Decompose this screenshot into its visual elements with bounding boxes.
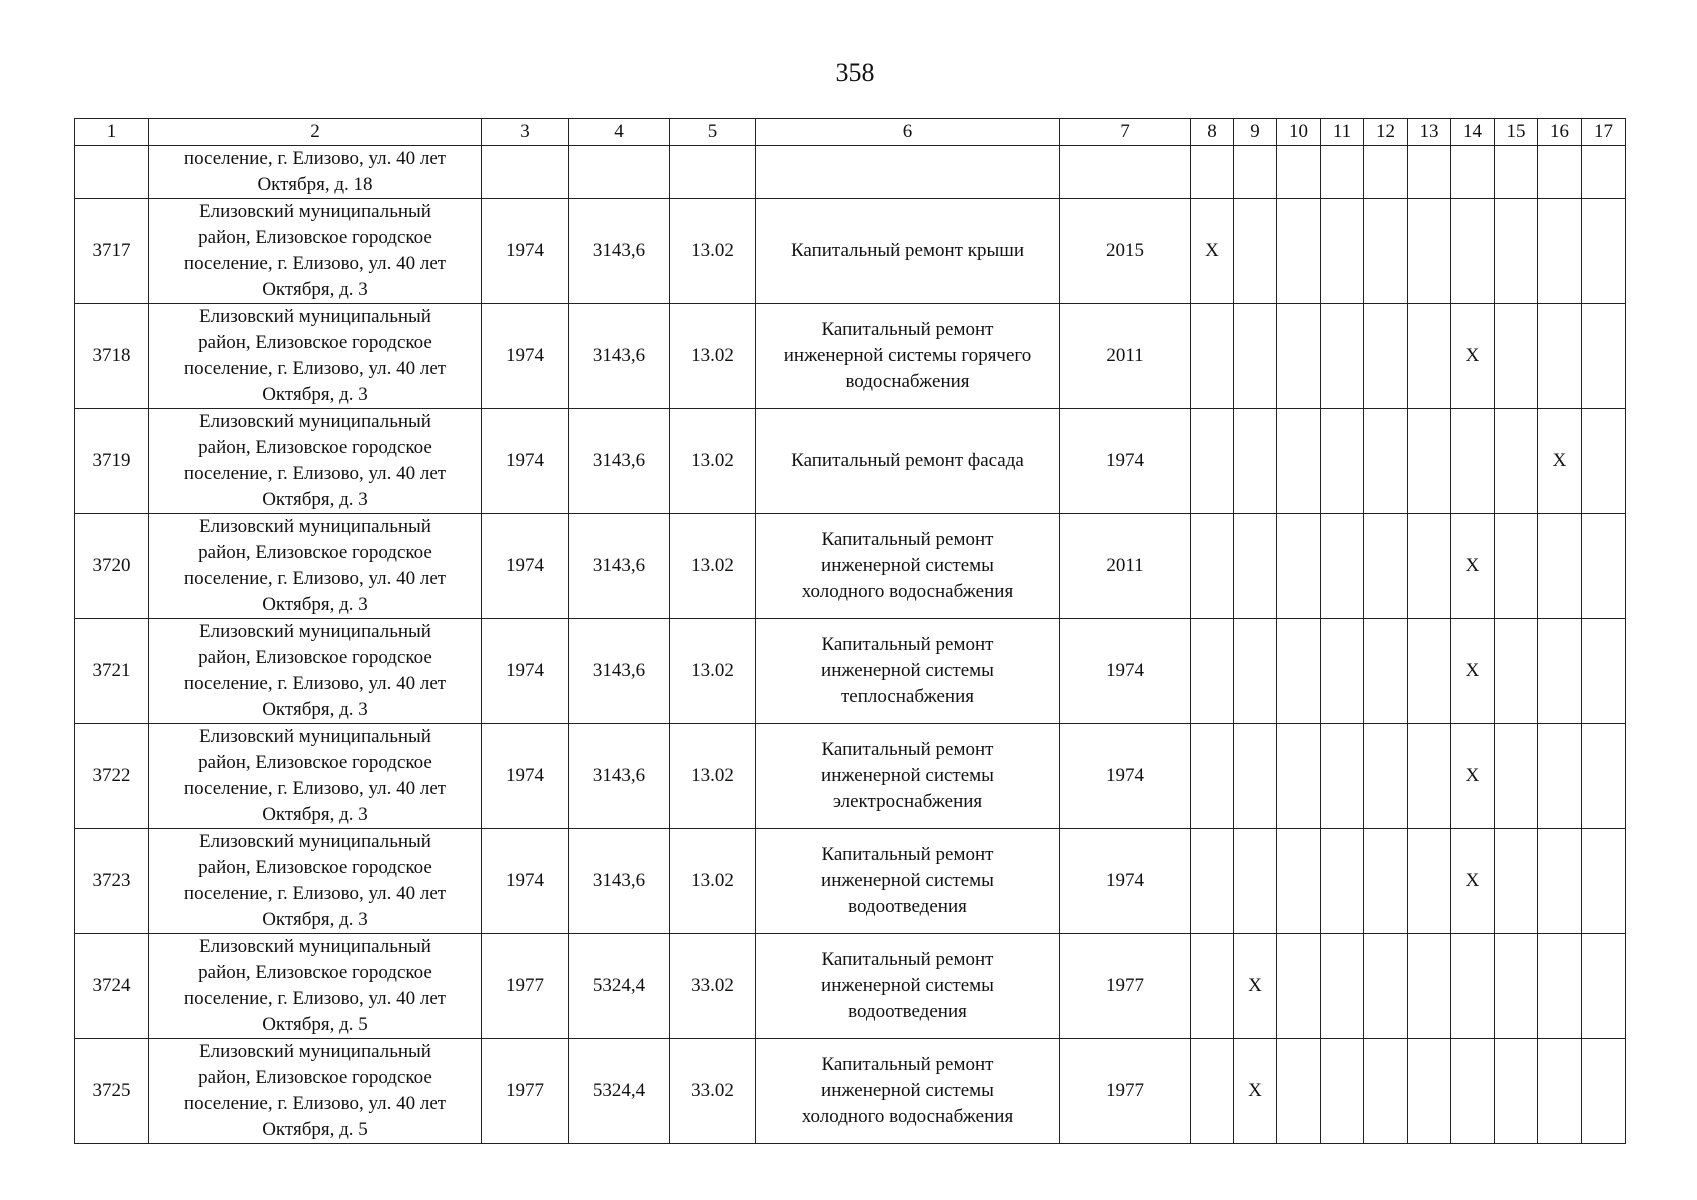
period-cell bbox=[1364, 409, 1408, 514]
cell-area: 5324,4 bbox=[569, 934, 670, 1039]
cell-empty bbox=[1364, 146, 1408, 199]
cell-year: 1974 bbox=[482, 409, 569, 514]
column-header: 13 bbox=[1408, 119, 1451, 146]
cell-empty bbox=[1234, 146, 1277, 199]
work-type-line: инженерной системы bbox=[821, 660, 994, 681]
cell-area: 3143,6 bbox=[569, 409, 670, 514]
mark-cell: Х bbox=[1451, 304, 1495, 409]
period-cell bbox=[1277, 409, 1321, 514]
cell-work-type bbox=[756, 514, 1060, 619]
period-cell bbox=[1321, 304, 1364, 409]
period-cell bbox=[1364, 934, 1408, 1039]
column-header: 15 bbox=[1495, 119, 1538, 146]
address-line: поселение, г. Елизово, ул. 40 лет bbox=[183, 358, 447, 379]
address-line: Елизовский муниципальный bbox=[199, 201, 431, 222]
column-header: 6 bbox=[756, 119, 1060, 146]
mark-cell: Х bbox=[1451, 514, 1495, 619]
period-cell bbox=[1582, 724, 1626, 829]
cell-empty bbox=[1582, 146, 1626, 199]
period-cell bbox=[1451, 199, 1495, 304]
table-row bbox=[75, 199, 1626, 304]
address-line: Елизовский муниципальный bbox=[199, 831, 431, 852]
cell-empty bbox=[482, 146, 569, 199]
table-row bbox=[75, 934, 1626, 1039]
cell-address bbox=[149, 146, 482, 199]
cell-code: 33.02 bbox=[670, 1039, 756, 1144]
cell-code: 13.02 bbox=[670, 724, 756, 829]
work-type-line: Капитальный ремонт bbox=[821, 844, 994, 865]
period-cell bbox=[1364, 619, 1408, 724]
period-cell bbox=[1408, 304, 1451, 409]
period-cell bbox=[1234, 199, 1277, 304]
cell-work-year: 2011 bbox=[1060, 514, 1191, 619]
period-cell bbox=[1234, 514, 1277, 619]
cell-year: 1974 bbox=[482, 619, 569, 724]
period-cell bbox=[1191, 934, 1234, 1039]
address-line: район, Елизовское городское bbox=[198, 1067, 432, 1088]
cell-id bbox=[75, 146, 149, 199]
address-line: Октября, д. 3 bbox=[262, 909, 368, 930]
address-line: район, Елизовское городское bbox=[198, 437, 432, 458]
cell-area: 3143,6 bbox=[569, 199, 670, 304]
mark-cell: Х bbox=[1451, 724, 1495, 829]
address-line: поселение, г. Елизово, ул. 40 лет bbox=[183, 463, 447, 484]
cell-code: 13.02 bbox=[670, 829, 756, 934]
work-type-line: водоотведения bbox=[848, 1001, 967, 1022]
period-cell bbox=[1321, 724, 1364, 829]
address-line: Октября, д. 5 bbox=[262, 1119, 368, 1140]
period-cell bbox=[1408, 409, 1451, 514]
cell-area: 3143,6 bbox=[569, 724, 670, 829]
cell-id: 3719 bbox=[75, 409, 149, 514]
cell-work-type bbox=[756, 1039, 1060, 1144]
column-header: 2 bbox=[149, 119, 482, 146]
period-cell bbox=[1321, 829, 1364, 934]
cell-work-type bbox=[756, 199, 1060, 304]
period-cell bbox=[1277, 619, 1321, 724]
column-header: 1 bbox=[75, 119, 149, 146]
cell-work-type bbox=[756, 304, 1060, 409]
cell-work-year: 1974 bbox=[1060, 409, 1191, 514]
address-line: Елизовский муниципальный bbox=[199, 726, 431, 747]
cell-year: 1977 bbox=[482, 934, 569, 1039]
continuation-row bbox=[75, 146, 1626, 199]
period-cell bbox=[1538, 724, 1582, 829]
work-type-line: Капитальный ремонт bbox=[821, 319, 994, 340]
period-cell bbox=[1234, 724, 1277, 829]
table-row bbox=[75, 1039, 1626, 1144]
period-cell bbox=[1277, 199, 1321, 304]
cell-code: 33.02 bbox=[670, 934, 756, 1039]
column-header: 3 bbox=[482, 119, 569, 146]
period-cell bbox=[1191, 724, 1234, 829]
cell-area: 3143,6 bbox=[569, 304, 670, 409]
cell-address bbox=[149, 514, 482, 619]
period-cell bbox=[1538, 304, 1582, 409]
cell-work-type bbox=[756, 409, 1060, 514]
mark-cell: Х bbox=[1538, 409, 1582, 514]
cell-empty bbox=[1538, 146, 1582, 199]
work-type-line: холодного водоснабжения bbox=[801, 1106, 1014, 1127]
cell-code: 13.02 bbox=[670, 199, 756, 304]
period-cell bbox=[1191, 1039, 1234, 1144]
address-line: поселение, г. Елизово, ул. 40 лет bbox=[183, 778, 447, 799]
address-line: район, Елизовское городское bbox=[198, 332, 432, 353]
cell-id: 3720 bbox=[75, 514, 149, 619]
period-cell bbox=[1495, 1039, 1538, 1144]
table-body bbox=[75, 146, 1626, 1144]
period-cell bbox=[1451, 409, 1495, 514]
column-header: 12 bbox=[1364, 119, 1408, 146]
period-cell bbox=[1495, 304, 1538, 409]
cell-address bbox=[149, 724, 482, 829]
address-line: Октября, д. 18 bbox=[257, 174, 373, 195]
address-line: Елизовский муниципальный bbox=[199, 411, 431, 432]
work-type-line: инженерной системы bbox=[821, 870, 994, 891]
cell-address bbox=[149, 304, 482, 409]
period-cell bbox=[1538, 199, 1582, 304]
page-number: 358 bbox=[835, 58, 875, 87]
period-cell bbox=[1451, 934, 1495, 1039]
cell-work-year: 1974 bbox=[1060, 724, 1191, 829]
capital-repair-table bbox=[74, 118, 1626, 1144]
address-line: Октября, д. 3 bbox=[262, 279, 368, 300]
cell-year: 1974 bbox=[482, 829, 569, 934]
mark-cell: Х bbox=[1234, 1039, 1277, 1144]
work-type-line: Капитальный ремонт bbox=[821, 1054, 994, 1075]
address-line: поселение, г. Елизово, ул. 40 лет bbox=[183, 148, 447, 169]
period-cell bbox=[1234, 409, 1277, 514]
period-cell bbox=[1234, 304, 1277, 409]
address-line: Елизовский муниципальный bbox=[199, 1041, 431, 1062]
cell-empty bbox=[569, 146, 670, 199]
period-cell bbox=[1451, 1039, 1495, 1144]
period-cell bbox=[1364, 304, 1408, 409]
period-cell bbox=[1582, 409, 1626, 514]
cell-work-year: 2015 bbox=[1060, 199, 1191, 304]
address-line: район, Елизовское городское bbox=[198, 857, 432, 878]
cell-address bbox=[149, 199, 482, 304]
period-cell bbox=[1234, 619, 1277, 724]
period-cell bbox=[1408, 829, 1451, 934]
period-cell bbox=[1582, 514, 1626, 619]
work-type-line: электроснабжения bbox=[832, 791, 983, 812]
column-header: 9 bbox=[1234, 119, 1277, 146]
period-cell bbox=[1408, 619, 1451, 724]
work-type-line: водоснабжения bbox=[845, 371, 970, 392]
cell-id: 3717 bbox=[75, 199, 149, 304]
period-cell bbox=[1495, 724, 1538, 829]
period-cell bbox=[1277, 304, 1321, 409]
period-cell bbox=[1495, 199, 1538, 304]
work-type-line: инженерной системы bbox=[821, 1080, 994, 1101]
cell-code: 13.02 bbox=[670, 514, 756, 619]
cell-area: 3143,6 bbox=[569, 619, 670, 724]
work-type-line: Капитальный ремонт крыши bbox=[790, 240, 1025, 261]
cell-empty bbox=[1451, 146, 1495, 199]
period-cell bbox=[1495, 934, 1538, 1039]
cell-area: 3143,6 bbox=[569, 829, 670, 934]
address-line: поселение, г. Елизово, ул. 40 лет bbox=[183, 253, 447, 274]
period-cell bbox=[1582, 934, 1626, 1039]
table-row bbox=[75, 409, 1626, 514]
cell-work-year: 1974 bbox=[1060, 619, 1191, 724]
mark-cell: Х bbox=[1234, 934, 1277, 1039]
period-cell bbox=[1191, 409, 1234, 514]
address-line: Октября, д. 3 bbox=[262, 594, 368, 615]
cell-empty bbox=[756, 146, 1060, 199]
address-line: поселение, г. Елизово, ул. 40 лет bbox=[183, 1093, 447, 1114]
address-line: поселение, г. Елизово, ул. 40 лет bbox=[183, 568, 447, 589]
cell-code: 13.02 bbox=[670, 304, 756, 409]
period-cell bbox=[1364, 199, 1408, 304]
address-line: поселение, г. Елизово, ул. 40 лет bbox=[183, 988, 447, 1009]
column-header: 5 bbox=[670, 119, 756, 146]
column-header: 8 bbox=[1191, 119, 1234, 146]
work-type-line: инженерной системы bbox=[821, 765, 994, 786]
address-line: район, Елизовское городское bbox=[198, 647, 432, 668]
column-header: 11 bbox=[1321, 119, 1364, 146]
period-cell bbox=[1277, 724, 1321, 829]
mark-cell: Х bbox=[1451, 619, 1495, 724]
column-header: 14 bbox=[1451, 119, 1495, 146]
column-header: 4 bbox=[569, 119, 670, 146]
cell-empty bbox=[1277, 146, 1321, 199]
cell-empty bbox=[1321, 146, 1364, 199]
column-number-header-row bbox=[75, 119, 1626, 146]
cell-id: 3721 bbox=[75, 619, 149, 724]
work-type-line: холодного водоснабжения bbox=[801, 581, 1014, 602]
work-type-line: инженерной системы bbox=[821, 555, 994, 576]
cell-year: 1974 bbox=[482, 304, 569, 409]
period-cell bbox=[1277, 829, 1321, 934]
period-cell bbox=[1321, 619, 1364, 724]
work-type-line: Капитальный ремонт фасада bbox=[791, 450, 1024, 471]
address-line: Елизовский муниципальный bbox=[199, 306, 431, 327]
period-cell bbox=[1408, 1039, 1451, 1144]
work-type-line: теплоснабжения bbox=[841, 686, 974, 707]
period-cell bbox=[1364, 514, 1408, 619]
period-cell bbox=[1408, 724, 1451, 829]
period-cell bbox=[1495, 409, 1538, 514]
address-line: Октября, д. 3 bbox=[262, 804, 368, 825]
table-row bbox=[75, 304, 1626, 409]
address-line: Октября, д. 3 bbox=[262, 489, 368, 510]
address-line: район, Елизовское городское bbox=[198, 542, 432, 563]
period-cell bbox=[1234, 829, 1277, 934]
address-line: Елизовский муниципальный bbox=[199, 936, 431, 957]
cell-code: 13.02 bbox=[670, 409, 756, 514]
cell-year: 1977 bbox=[482, 1039, 569, 1144]
period-cell bbox=[1408, 934, 1451, 1039]
period-cell bbox=[1538, 829, 1582, 934]
period-cell bbox=[1582, 304, 1626, 409]
period-cell bbox=[1538, 1039, 1582, 1144]
column-header: 10 bbox=[1277, 119, 1321, 146]
address-line: Октября, д. 3 bbox=[262, 699, 368, 720]
cell-work-year: 2011 bbox=[1060, 304, 1191, 409]
address-line: район, Елизовское городское bbox=[198, 227, 432, 248]
cell-empty bbox=[1408, 146, 1451, 199]
cell-work-type bbox=[756, 829, 1060, 934]
period-cell bbox=[1277, 1039, 1321, 1144]
work-type-line: инженерной системы горячего bbox=[783, 345, 1032, 366]
cell-id: 3722 bbox=[75, 724, 149, 829]
period-cell bbox=[1191, 304, 1234, 409]
period-cell bbox=[1495, 619, 1538, 724]
cell-id: 3724 bbox=[75, 934, 149, 1039]
address-line: Октября, д. 5 bbox=[262, 1014, 368, 1035]
address-line: Октября, д. 3 bbox=[262, 384, 368, 405]
cell-empty bbox=[1060, 146, 1191, 199]
address-line: район, Елизовское городское bbox=[198, 962, 432, 983]
mark-cell: Х bbox=[1451, 829, 1495, 934]
period-cell bbox=[1364, 724, 1408, 829]
period-cell bbox=[1538, 934, 1582, 1039]
column-header: 17 bbox=[1582, 119, 1626, 146]
column-header: 16 bbox=[1538, 119, 1582, 146]
address-line: Елизовский муниципальный bbox=[199, 516, 431, 537]
cell-year: 1974 bbox=[482, 514, 569, 619]
table-row bbox=[75, 514, 1626, 619]
cell-address bbox=[149, 619, 482, 724]
column-header: 7 bbox=[1060, 119, 1191, 146]
period-cell bbox=[1582, 619, 1626, 724]
cell-work-year: 1974 bbox=[1060, 829, 1191, 934]
cell-work-type bbox=[756, 724, 1060, 829]
address-line: Елизовский муниципальный bbox=[199, 621, 431, 642]
cell-area: 3143,6 bbox=[569, 514, 670, 619]
work-type-line: Капитальный ремонт bbox=[821, 949, 994, 970]
table-row bbox=[75, 619, 1626, 724]
address-line: поселение, г. Елизово, ул. 40 лет bbox=[183, 673, 447, 694]
cell-id: 3723 bbox=[75, 829, 149, 934]
period-cell bbox=[1364, 829, 1408, 934]
period-cell bbox=[1408, 514, 1451, 619]
work-type-line: инженерной системы bbox=[821, 975, 994, 996]
cell-empty bbox=[670, 146, 756, 199]
period-cell bbox=[1321, 199, 1364, 304]
period-cell bbox=[1191, 619, 1234, 724]
cell-area: 5324,4 bbox=[569, 1039, 670, 1144]
table-row bbox=[75, 724, 1626, 829]
cell-address bbox=[149, 829, 482, 934]
period-cell bbox=[1321, 409, 1364, 514]
cell-address bbox=[149, 1039, 482, 1144]
cell-empty bbox=[1495, 146, 1538, 199]
cell-work-type bbox=[756, 934, 1060, 1039]
cell-work-type bbox=[756, 619, 1060, 724]
work-type-line: Капитальный ремонт bbox=[821, 634, 994, 655]
period-cell bbox=[1538, 619, 1582, 724]
cell-code: 13.02 bbox=[670, 619, 756, 724]
period-cell bbox=[1408, 199, 1451, 304]
period-cell bbox=[1495, 829, 1538, 934]
cell-id: 3718 bbox=[75, 304, 149, 409]
period-cell bbox=[1582, 829, 1626, 934]
cell-address bbox=[149, 934, 482, 1039]
address-line: район, Елизовское городское bbox=[198, 752, 432, 773]
mark-cell: Х bbox=[1191, 199, 1234, 304]
period-cell bbox=[1321, 934, 1364, 1039]
period-cell bbox=[1277, 934, 1321, 1039]
cell-work-year: 1977 bbox=[1060, 1039, 1191, 1144]
period-cell bbox=[1277, 514, 1321, 619]
period-cell bbox=[1321, 514, 1364, 619]
period-cell bbox=[1191, 514, 1234, 619]
cell-year: 1974 bbox=[482, 724, 569, 829]
work-type-line: Капитальный ремонт bbox=[821, 529, 994, 550]
period-cell bbox=[1495, 514, 1538, 619]
cell-work-year: 1977 bbox=[1060, 934, 1191, 1039]
work-type-line: водоотведения bbox=[848, 896, 967, 917]
period-cell bbox=[1364, 1039, 1408, 1144]
cell-id: 3725 bbox=[75, 1039, 149, 1144]
period-cell bbox=[1191, 829, 1234, 934]
address-line: поселение, г. Елизово, ул. 40 лет bbox=[183, 883, 447, 904]
period-cell bbox=[1321, 1039, 1364, 1144]
period-cell bbox=[1582, 199, 1626, 304]
table-row bbox=[75, 829, 1626, 934]
cell-address bbox=[149, 409, 482, 514]
period-cell bbox=[1538, 514, 1582, 619]
cell-year: 1974 bbox=[482, 199, 569, 304]
cell-empty bbox=[1191, 146, 1234, 199]
work-type-line: Капитальный ремонт bbox=[821, 739, 994, 760]
period-cell bbox=[1582, 1039, 1626, 1144]
